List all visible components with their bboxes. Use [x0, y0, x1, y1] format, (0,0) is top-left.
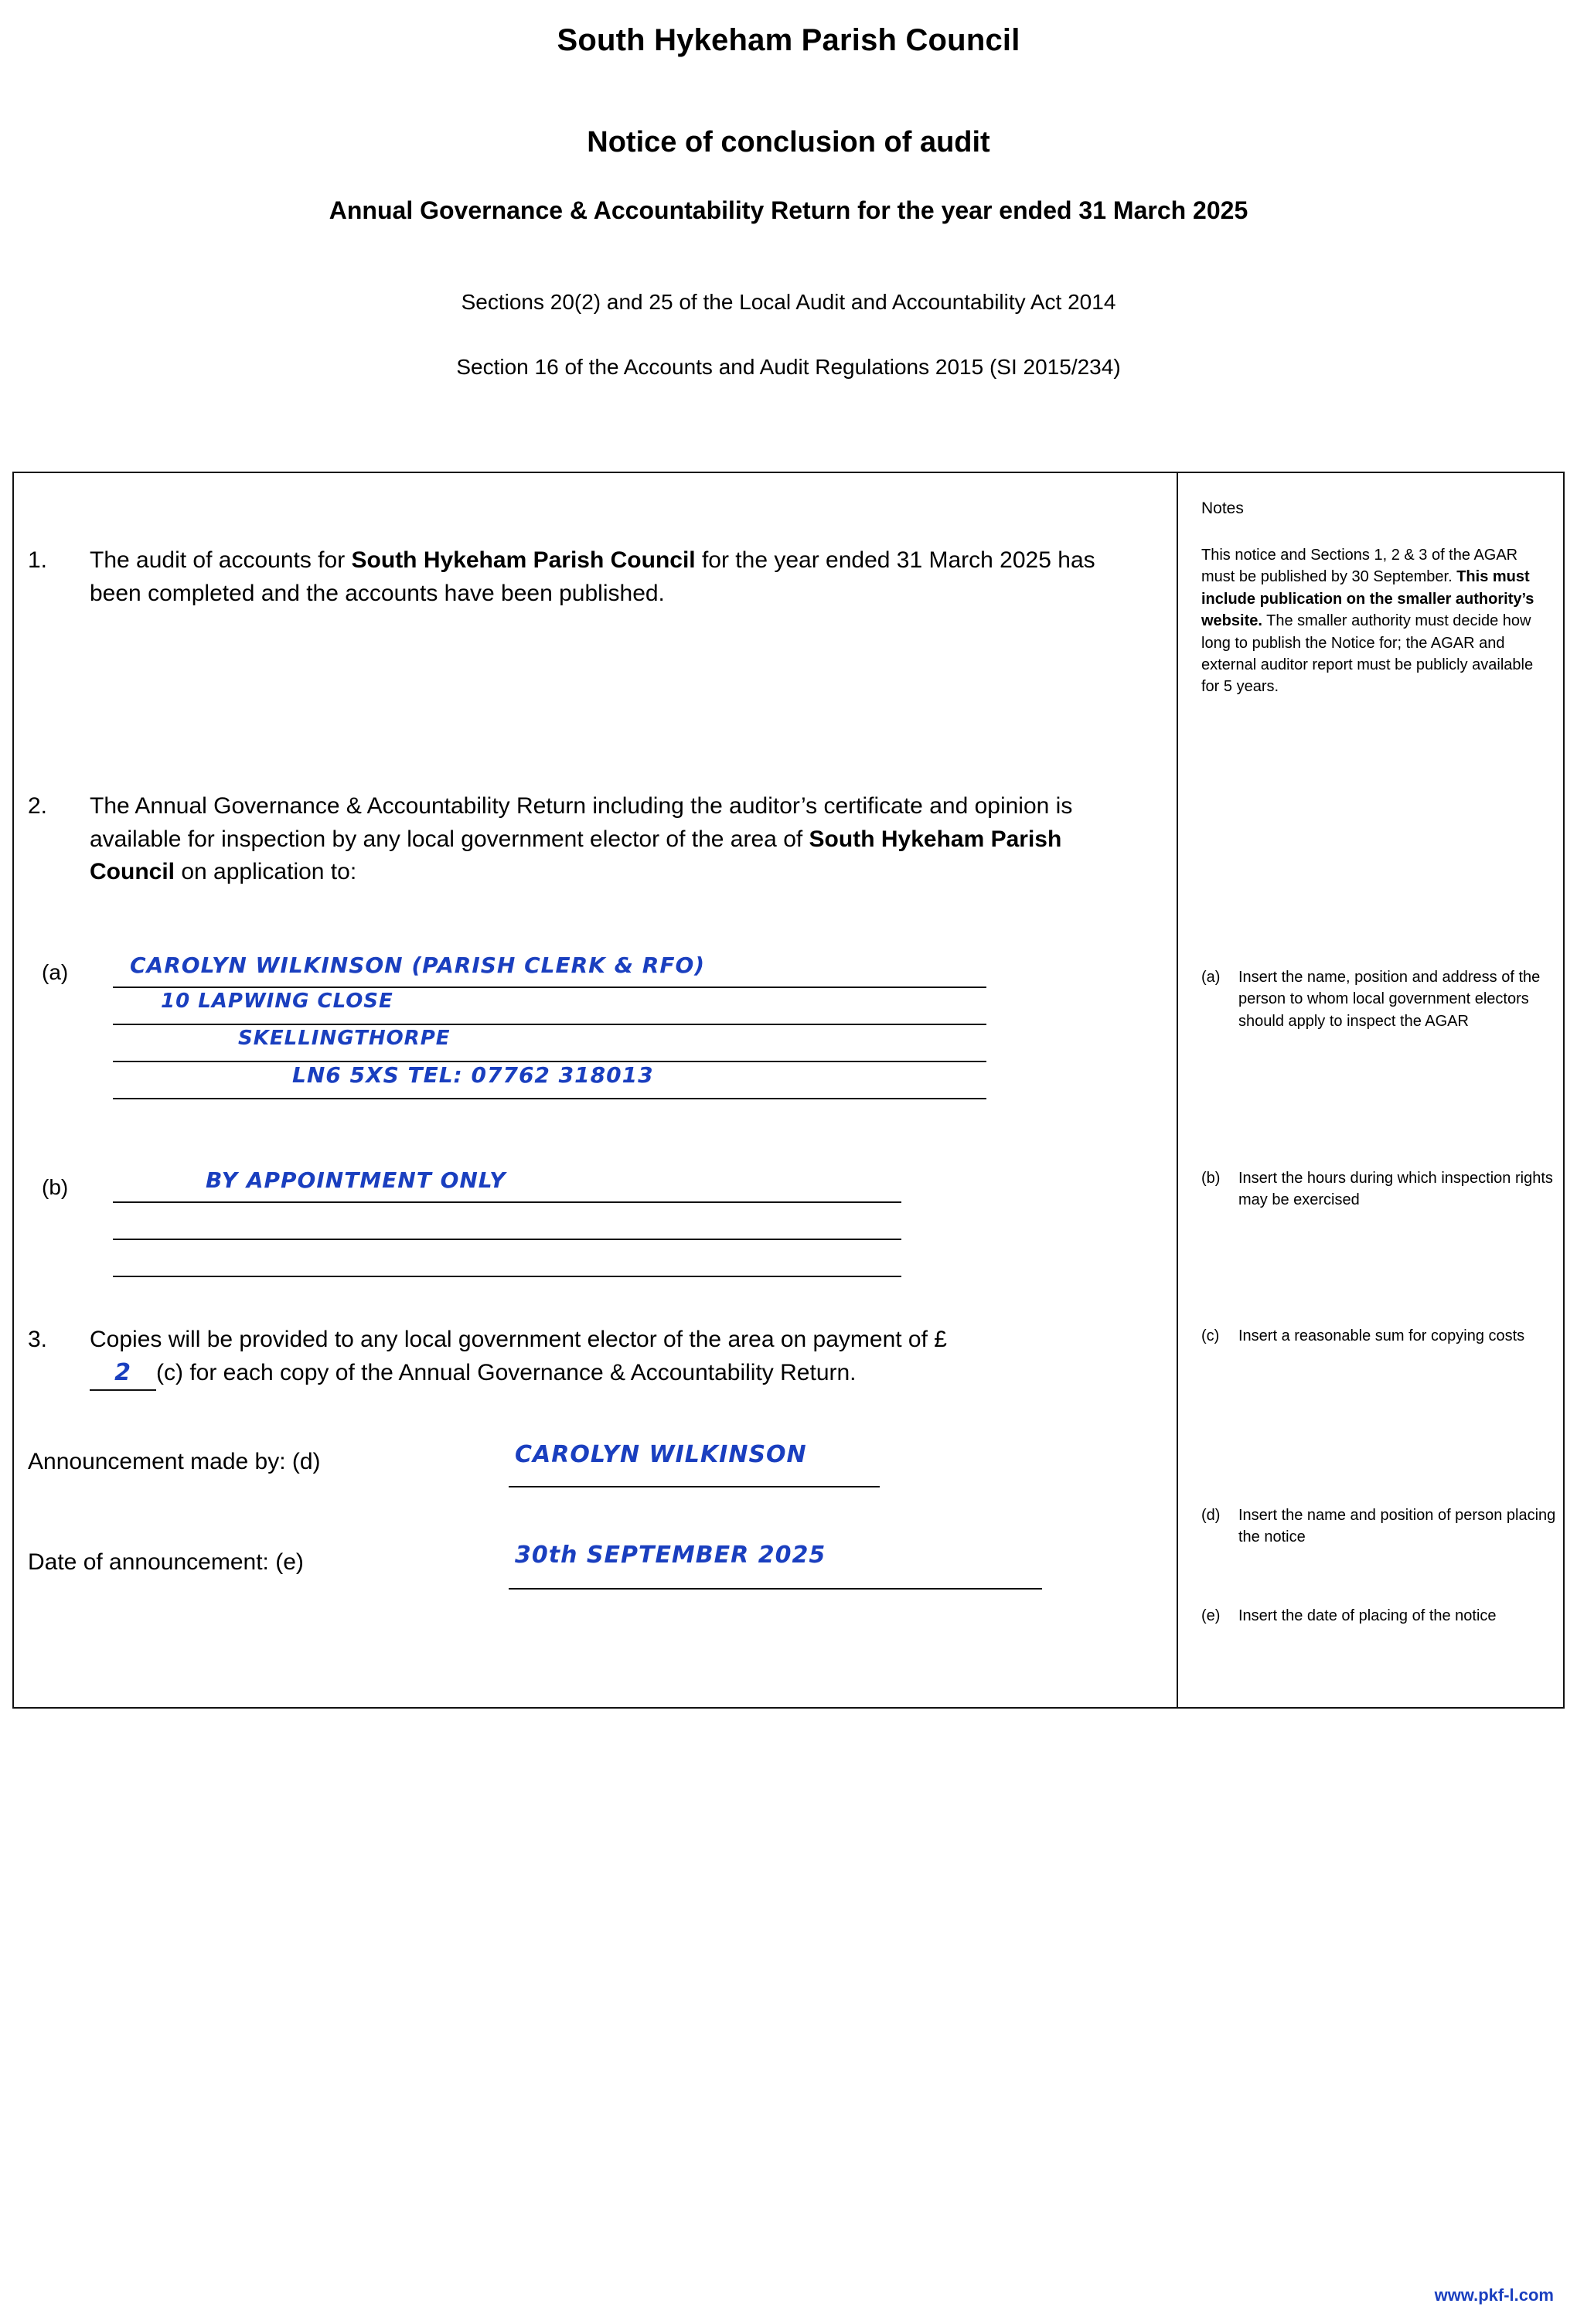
- field-a-label: (a): [42, 960, 69, 984]
- clause-3: [14, 1324, 1002, 1391]
- document-header: [0, 0, 1577, 380]
- notes-column: [1178, 473, 1565, 1707]
- notes-heading: Notes: [1201, 499, 1244, 517]
- note-c-text: Insert a reasonable sum for copying costs: [1238, 1327, 1525, 1344]
- note-e-text: Insert the date of placing of the notice: [1238, 1607, 1497, 1624]
- note-c: [1201, 1325, 1557, 1347]
- clause-1: [14, 544, 1110, 610]
- notes-main-paragraph: [1201, 544, 1549, 698]
- announcement-date-label: Date of announcement: (e): [28, 1549, 304, 1575]
- field-b-label: (b): [42, 1175, 69, 1199]
- note-b-key: (b): [1201, 1170, 1221, 1187]
- note-d: [1201, 1504, 1557, 1549]
- announcement-date-handwriting: 30th SEPTEMBER 2025: [515, 1542, 826, 1569]
- announcement-made-by-handwriting: CAROLYN WILKINSON: [515, 1441, 807, 1468]
- field-a-handwriting-line-3: SKELLINGTHORPE: [238, 1027, 451, 1050]
- clause-2-council-name: South Hykeham Parish Council: [90, 826, 1062, 885]
- note-d-key: (d): [1201, 1507, 1221, 1524]
- note-a-key: (a): [1201, 969, 1221, 986]
- clause-1-text: [90, 544, 1110, 610]
- field-b-line-2[interactable]: [113, 1203, 901, 1240]
- note-e: [1201, 1605, 1557, 1627]
- clause-2-text: [90, 790, 1110, 889]
- clause-3-text-part-b: (c) for each copy of the Annual Governance & Accountability Return.: [156, 1359, 857, 1385]
- field-b-line-3[interactable]: [113, 1240, 901, 1277]
- copy-fee-field[interactable]: [90, 1357, 156, 1392]
- note-c-key: (c): [1201, 1327, 1220, 1344]
- notes-main-part-2: This must include publication on the smaller authority’s website.: [1201, 568, 1534, 630]
- clause-3-text-part-a: Copies will be provided to any local government elector of the area on payment of £: [90, 1327, 947, 1352]
- clause-2: [14, 790, 1110, 889]
- clause-2-text-part-b: on application to:: [175, 859, 357, 885]
- clause-1-council-name: South Hykeham Parish Council: [351, 547, 696, 573]
- agar-subtitle: Annual Governance & Accountability Return for the year ended 31 March 2025: [329, 196, 1248, 224]
- pkf-website-link[interactable]: www.pkf-l.com: [1434, 2285, 1554, 2305]
- clause-1-text-part-a: The audit of accounts for: [90, 547, 352, 573]
- field-b-handwriting-line-1: BY APPOINTMENT ONLY: [206, 1167, 506, 1193]
- announcement-date-line[interactable]: [509, 1586, 1042, 1590]
- note-b: [1201, 1167, 1557, 1211]
- notes-main-part-3: The smaller authority must decide how long to publish the Notice for; the AGAR and external auditor report must be publicly available for 5 years.: [1201, 612, 1534, 696]
- field-a-handwriting-line-4: LN6 5XS TEL: 07762 318013: [292, 1062, 654, 1088]
- notice-title: Notice of conclusion of audit: [587, 126, 990, 158]
- clause-1-text-part-b: for the year ended 31 March 2025 has been completed and the accounts have been published.: [90, 547, 1095, 606]
- clause-2-number: 2.: [28, 793, 48, 819]
- field-a-handwriting-line-2: 10 LAPWING CLOSE: [161, 990, 393, 1013]
- field-a-handwriting-line-1: CAROLYN WILKINSON (PARISH CLERK & RFO): [130, 952, 706, 978]
- page-title: South Hykeham Parish Council: [557, 23, 1020, 57]
- copy-fee-handwriting: 2: [114, 1358, 131, 1386]
- notice-body-box: [12, 472, 1565, 1709]
- note-a: [1201, 966, 1557, 1032]
- announcement-made-by-line[interactable]: [509, 1484, 880, 1487]
- announcement-made-by-label: Announcement made by: (d): [28, 1449, 321, 1474]
- note-e-key: (e): [1201, 1607, 1221, 1624]
- legal-reference-1: Sections 20(2) and 25 of the Local Audit and Accountability Act 2014: [461, 290, 1116, 314]
- legal-reference-2: Section 16 of the Accounts and Audit Regulations 2015 (SI 2015/234): [456, 355, 1121, 379]
- clause-3-number: 3.: [28, 1327, 48, 1352]
- note-d-text: Insert the name and position of person placing the notice: [1238, 1507, 1556, 1546]
- clause-1-number: 1.: [28, 547, 48, 573]
- clause-2-text-part-a: The Annual Governance & Accountability Return including the auditor’s certificate and opinion is available for inspection by any local government elector of the area of: [90, 793, 1073, 852]
- clause-3-text: [90, 1324, 1002, 1391]
- note-a-text: Insert the name, position and address of the person to whom local government electors should apply to inspect the AGAR: [1238, 969, 1541, 1030]
- notice-main-column: [14, 473, 1177, 1707]
- notes-main-part-1: This notice and Sections 1, 2 & 3 of the AGAR must be published by 30 September.: [1201, 547, 1518, 586]
- note-b-text: Insert the hours during which inspection rights may be exercised: [1238, 1170, 1553, 1209]
